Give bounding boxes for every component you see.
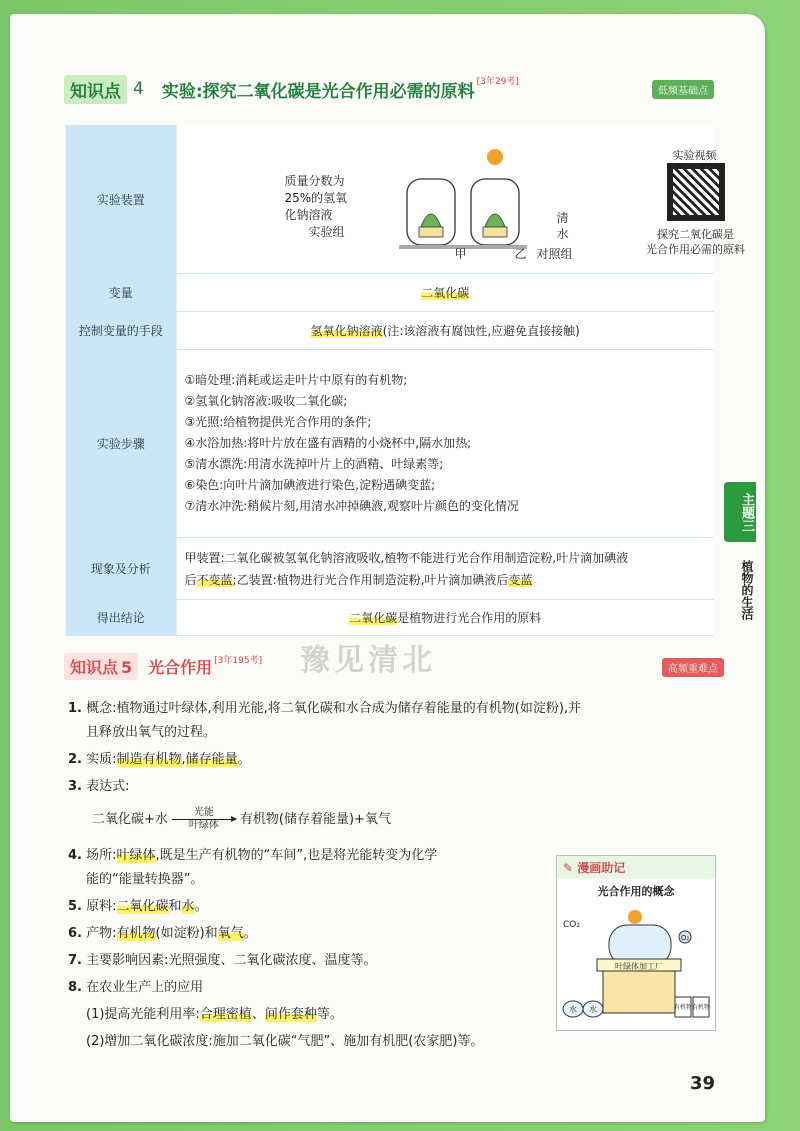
item-8-1-hl-1: 合理密植 [199, 1007, 252, 1022]
result-cell [176, 538, 714, 600]
kp4-exam-count: [3年29考] [476, 77, 519, 87]
eq-arrow [172, 807, 236, 832]
kp4-badge: 低频基础点 [652, 80, 714, 99]
experiment-table [66, 125, 745, 636]
label-result: 现象及分析 [66, 538, 176, 600]
sun-icon [487, 149, 503, 165]
row-apparatus [66, 125, 714, 274]
sun-icon [628, 910, 642, 924]
comic-memo-box [556, 855, 716, 1031]
item-8-2: (2)增加二氧化碳浓度:施加二氧化碳“气肥”、施加有机肥(农家肥)等。 [86, 1034, 484, 1049]
label-qing: 清 [556, 211, 569, 225]
pencil-icon: ✎ [563, 861, 578, 875]
result-hl-1: 不变蓝 [196, 572, 233, 587]
qr-caption [631, 227, 761, 257]
item-6-end: 。 [243, 926, 257, 941]
co2-label: CO₂ [563, 920, 580, 930]
control-hl: 氢氧化钠溶液 [310, 324, 383, 338]
side-tab-sub: 植物的生活 [740, 560, 754, 620]
item-4-hl: 叶绿体 [116, 848, 156, 863]
item-3 [68, 775, 728, 799]
step-5: ⑤清水漂洗:用清水洗掉叶片上的酒精、叶绿素等; [184, 457, 444, 471]
item-6-mid: (如淀粉)和 [155, 926, 218, 941]
qr-code-icon[interactable] [667, 163, 725, 221]
row-steps [66, 350, 714, 538]
item-5-hl-2: 水 [181, 899, 195, 914]
item-4-text: ,既是生产有机物的“车间”,也是将光能转变为化学 [155, 848, 438, 863]
qr-caption-top: 实验视频 [672, 149, 717, 162]
step-3: ③光照:给植物提供光合作用的条件; [184, 415, 372, 429]
label-control: 控制变量的手段 [66, 312, 176, 350]
kp5-tag-text: 知识点 [70, 657, 119, 677]
left-text-3: 化钠溶液 [284, 208, 333, 222]
row-variable [66, 274, 714, 312]
kp5-title: 光合作用 [148, 657, 213, 677]
eq-left: 二氧化碳+水 [92, 811, 168, 827]
apparatus-left-text [285, 173, 385, 241]
control-rest: (注:该溶液有腐蚀性,应避免直接接触) [382, 324, 580, 338]
item-6-label: 产物: [86, 926, 117, 941]
left-text-4: 实验组 [308, 225, 345, 239]
step-4: ④水浴加热:将叶片放在盛有酒精的小烧杯中,隔水加热; [184, 436, 472, 450]
conclusion-rest: 是植物进行光合作用的原料 [397, 611, 542, 625]
base-jia [399, 245, 463, 249]
kp5-number: 5 [121, 657, 133, 677]
label-jia: 甲 [454, 247, 467, 261]
item-3-text: 表达式: [86, 779, 130, 794]
row-result [66, 538, 714, 600]
item-2-sep: , [181, 752, 186, 767]
item-2-hl-1: 制造有机物 [116, 752, 182, 767]
item-5-end: 。 [194, 899, 208, 914]
control-value-cell [176, 312, 714, 350]
row-conclusion [66, 600, 714, 636]
step-1: ①暗处理:消耗或运走叶片中原有的有机物; [184, 373, 408, 387]
comic-memo-title: 漫画助记 [577, 861, 626, 875]
eq-top: 光能 [193, 807, 214, 818]
conclusion-hl: 二氧化碳 [349, 611, 398, 625]
item-1-text-b: 且释放出氧气的过程。 [86, 725, 217, 740]
arrow-icon [172, 819, 236, 820]
result-line-1: 甲装置:二氧化碳被氢氧化钠溶液吸收,植物不能进行光合作用制造淀粉,叶片滴加碘液 [184, 550, 629, 565]
item-7-text: 主要影响因素:光照强度、二氧化碳浓度、温度等。 [86, 953, 377, 968]
item-5-num: 5. [68, 899, 82, 914]
left-text-1: 质量分数为 [284, 174, 345, 188]
kp5-tag [64, 653, 138, 680]
item-7-num: 7. [68, 953, 82, 968]
dish-jia [419, 227, 443, 237]
item-8-1-sep: 、 [251, 1007, 265, 1022]
item-2 [68, 748, 728, 772]
label-shui: 水 [556, 227, 569, 241]
item-2-num: 2. [68, 752, 82, 767]
conclusion-cell [176, 600, 714, 636]
kp4-title: 实验:探究二氧化碳是光合作用必需的原料 [161, 81, 475, 102]
variable-value-cell [176, 274, 714, 312]
eq-bottom: 叶绿体 [188, 820, 219, 831]
result-2a: 后 [184, 572, 197, 587]
item-8-1-label: (1)提高光能利用率: [86, 1007, 200, 1022]
kp5-badge: 高频重难点 [662, 658, 724, 677]
label-steps: 实验步骤 [66, 350, 176, 538]
o2-label: O₂ [680, 934, 690, 942]
organic-label-1: 有机物 [673, 1004, 693, 1011]
steps-cell [176, 350, 714, 538]
item-4-text-b: 能的“能量转换器”。 [86, 872, 204, 887]
kp4-number: 4 [133, 79, 144, 99]
label-yi: 乙 [514, 247, 527, 261]
kp5-exam-count: [3年195考] [214, 656, 263, 666]
item-3-num: 3. [68, 779, 82, 794]
factory-body [603, 971, 675, 1013]
item-8-num: 8. [68, 980, 82, 995]
comic-memo-subtitle: 光合作用的概念 [597, 885, 675, 898]
item-4-num: 4. [68, 848, 82, 863]
item-8-1-hl-2: 间作套种 [264, 1007, 317, 1022]
item-2-hl-2: 储存能量 [185, 752, 238, 767]
item-8-text: 在农业生产上的应用 [86, 980, 204, 995]
equation [92, 807, 728, 832]
kp4-tag: 知识点 [64, 75, 127, 104]
row-control [66, 312, 714, 350]
item-5-label: 原料: [86, 899, 117, 914]
water-label-2: 水 [589, 1005, 597, 1014]
result-hl-2: 变蓝 [508, 572, 533, 587]
item-8-1-end: 等。 [316, 1007, 343, 1022]
label-conclusion: 得出结论 [66, 600, 176, 636]
item-1 [68, 697, 728, 721]
page-number: 39 [690, 1073, 716, 1094]
organic-label-2: 有机物 [691, 1004, 711, 1011]
factory-label: 叶绿体加工厂 [615, 962, 663, 971]
item-2-end: 。 [237, 752, 251, 767]
step-7: ⑦清水冲洗:稍候片刻,用清水冲掉碘液,观察叶片颜色的变化情况 [184, 499, 519, 513]
label-control-group: 对照组 [536, 247, 573, 261]
apparatus-cell [176, 125, 745, 274]
item-6-hl-2: 氧气 [217, 926, 244, 941]
item-4-label: 场所: [86, 848, 117, 863]
result-2b: ;乙装置:植物进行光合作用制造淀粉,叶片滴加碘液后 [232, 572, 509, 587]
item-6-hl-1: 有机物 [116, 926, 156, 941]
variable-value: 二氧化碳 [421, 286, 470, 300]
kp4-header [64, 74, 714, 104]
item-5-and: 和 [168, 899, 182, 914]
dish-yi [483, 227, 507, 237]
label-apparatus: 实验装置 [66, 125, 176, 274]
comic-memo-header [557, 856, 715, 879]
item-1-text: 概念:植物通过叶绿体,利用光能,将二氧化碳和水合成为储存着能量的有机物(如淀粉),并 [86, 701, 582, 716]
photosynthesis-factory-illustration [557, 901, 715, 1031]
item-1-num: 1. [68, 701, 82, 716]
left-text-2: 25%的氢氧 [284, 191, 348, 205]
apparatus-diagram [185, 129, 745, 269]
step-2: ②氢氧化钠溶液:吸收二氧化碳; [184, 394, 348, 408]
item-2-label: 实质: [86, 752, 117, 767]
item-6-num: 6. [68, 926, 82, 941]
label-variable: 变量 [66, 274, 176, 312]
qr-caption-2: 光合作用必需的原料 [646, 243, 745, 256]
result-line-2 [185, 569, 707, 591]
item-5-hl-1: 二氧化碳 [116, 899, 169, 914]
water-label-1: 水 [569, 1005, 577, 1014]
qr-caption-1: 探究二氧化碳是 [657, 228, 734, 241]
eq-right: 有机物(储存着能量)+氧气 [239, 811, 391, 827]
side-tab-topic: 主题三 [724, 482, 756, 542]
watermark: 豫见清北 [300, 643, 436, 678]
step-6: ⑥染色:向叶片滴加碘液进行染色,淀粉遇碘变蓝; [184, 478, 436, 492]
